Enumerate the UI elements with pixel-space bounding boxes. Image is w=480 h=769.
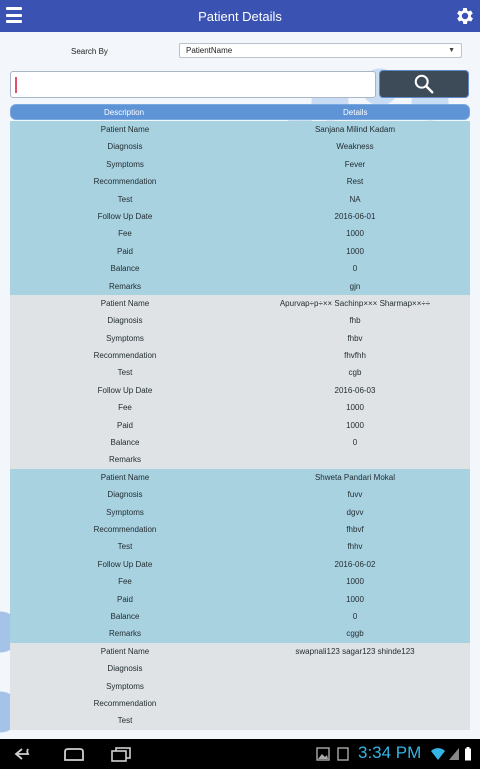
table-row: [10, 138, 470, 155]
field-label: Paid: [116, 594, 133, 604]
table-row: [10, 121, 470, 138]
search-row: [0, 70, 480, 100]
clock-time: 3:34 PM: [358, 743, 422, 762]
text-caret: [15, 77, 17, 93]
image-icon: [316, 747, 330, 761]
field-value: dgvv: [346, 507, 364, 517]
field-value: 2016-06-01: [334, 211, 376, 221]
system-navigation-bar: [0, 739, 480, 769]
field-label: Symptoms: [106, 333, 144, 343]
patient-record[interactable]: [10, 643, 470, 730]
home-icon[interactable]: [62, 746, 86, 762]
table-row: [10, 173, 470, 190]
field-value: 2016-06-03: [334, 385, 376, 395]
back-icon[interactable]: [14, 746, 36, 762]
field-label: Patient Name: [100, 472, 150, 482]
search-by-value: PatientName: [186, 46, 233, 55]
field-label: Paid: [116, 420, 133, 430]
field-label: Test: [117, 542, 133, 552]
field-value: fuvv: [347, 490, 363, 500]
field-label: Patient Name: [100, 125, 150, 134]
field-value: 1000: [346, 229, 364, 239]
field-value: gjn: [349, 281, 361, 291]
storage-icon: [336, 747, 350, 761]
table-row: [10, 399, 470, 416]
field-label: Symptoms: [106, 159, 144, 169]
table-row: [10, 243, 470, 260]
field-label: Fee: [118, 403, 132, 413]
field-label: Remarks: [108, 455, 141, 465]
field-value: 1000: [346, 246, 364, 256]
search-icon: [413, 73, 435, 95]
field-label: Recommendation: [93, 524, 157, 534]
field-value: 2016-06-02: [334, 559, 376, 569]
dropdown-arrow-icon: ▼: [448, 47, 455, 54]
gear-icon[interactable]: [454, 5, 476, 27]
search-by-select[interactable]: [179, 43, 462, 58]
field-label: Balance: [110, 438, 140, 448]
table-row: [10, 712, 470, 729]
field-value: 0: [352, 611, 358, 621]
field-label: Recommendation: [93, 177, 157, 187]
table-row: [10, 660, 470, 677]
table-row: [10, 556, 470, 573]
field-label: Test: [117, 368, 133, 378]
field-label: Patient Name: [100, 646, 150, 656]
table-row: [10, 504, 470, 521]
field-value: Apurvap÷p÷×× Sachinp××× Sharmap××÷÷: [279, 298, 431, 308]
app-bar: [0, 0, 480, 32]
signal-icon: [448, 747, 460, 761]
table-row: [10, 678, 470, 695]
field-label: Diagnosis: [107, 142, 143, 152]
table-row: [10, 278, 470, 295]
table-row: [10, 295, 470, 312]
field-label: Balance: [110, 264, 140, 274]
patient-record[interactable]: [10, 121, 470, 295]
field-label: Remarks: [108, 629, 141, 639]
table-row: [10, 643, 470, 660]
battery-icon: [464, 747, 472, 761]
field-value: Shweta Pandari Mokal: [314, 472, 396, 482]
field-label: Diagnosis: [107, 316, 143, 326]
table-row: [10, 521, 470, 538]
field-value: fhhv: [347, 542, 363, 552]
field-label: Fee: [118, 577, 132, 587]
field-value: fhvfhh: [344, 351, 366, 361]
patient-records-list: [10, 121, 470, 730]
field-label: Recommendation: [93, 698, 157, 708]
field-label: Test: [117, 194, 133, 204]
field-value: Rest: [346, 177, 364, 187]
search-input[interactable]: [10, 71, 376, 98]
field-value: swapnali123 sagar123 shinde123: [295, 646, 415, 656]
field-label: Follow Up Date: [97, 385, 153, 395]
field-label: Diagnosis: [107, 490, 143, 500]
field-label: Symptoms: [106, 507, 144, 517]
table-row: [10, 417, 470, 434]
table-row: [10, 330, 470, 347]
table-row: [10, 312, 470, 329]
table-row: [10, 191, 470, 208]
table-row: [10, 451, 470, 468]
field-value: 1000: [346, 577, 364, 587]
table-row: [10, 608, 470, 625]
field-value: Weakness: [336, 142, 374, 152]
field-value: NA: [349, 194, 361, 204]
table-row: [10, 591, 470, 608]
patient-record[interactable]: [10, 469, 470, 643]
field-label: Symptoms: [106, 681, 144, 691]
field-value: 0: [352, 438, 358, 448]
field-value: 1000: [346, 420, 364, 430]
recents-icon[interactable]: [110, 746, 132, 762]
field-value: cggb: [346, 629, 364, 639]
field-label: Follow Up Date: [97, 559, 153, 569]
field-label: Recommendation: [93, 351, 157, 361]
table-row: [10, 695, 470, 712]
table-row: [10, 573, 470, 590]
field-value: 1000: [346, 403, 364, 413]
field-label: Balance: [110, 611, 140, 621]
field-label: Remarks: [108, 281, 141, 291]
field-value: cgb: [348, 368, 362, 378]
table-row: [10, 156, 470, 173]
search-button[interactable]: [379, 70, 469, 98]
table-row: [10, 434, 470, 451]
field-value: Fever: [344, 159, 366, 169]
wifi-icon: [430, 747, 446, 761]
field-value: fhb: [349, 316, 361, 326]
field-value: Sanjana Milind Kadam: [314, 125, 396, 134]
table-row: [10, 469, 470, 486]
table-row: [10, 225, 470, 242]
field-label: Follow Up Date: [97, 211, 153, 221]
field-value: 0: [352, 264, 358, 274]
field-label: Diagnosis: [107, 664, 143, 674]
field-value: 1000: [346, 594, 364, 604]
page-title: Patient Details: [198, 8, 282, 24]
field-value: fhbv: [347, 333, 363, 343]
field-label: Patient Name: [100, 298, 150, 308]
table-row: [10, 382, 470, 399]
column-header-details: Details: [343, 108, 368, 117]
table-row: [10, 260, 470, 277]
search-by-label: Search By: [71, 47, 108, 56]
patient-record[interactable]: [10, 295, 470, 469]
table-row: [10, 364, 470, 381]
table-header: [10, 104, 470, 120]
search-by-row: [0, 43, 480, 63]
field-value: fhbvf: [346, 524, 364, 534]
table-row: [10, 538, 470, 555]
menu-icon[interactable]: [6, 7, 22, 23]
table-row: [10, 208, 470, 225]
table-row: [10, 486, 470, 503]
column-header-description: Description: [104, 108, 145, 117]
field-label: Fee: [118, 229, 132, 239]
field-label: Test: [117, 716, 133, 726]
field-label: Paid: [116, 246, 133, 256]
table-row: [10, 625, 470, 642]
table-row: [10, 347, 470, 364]
